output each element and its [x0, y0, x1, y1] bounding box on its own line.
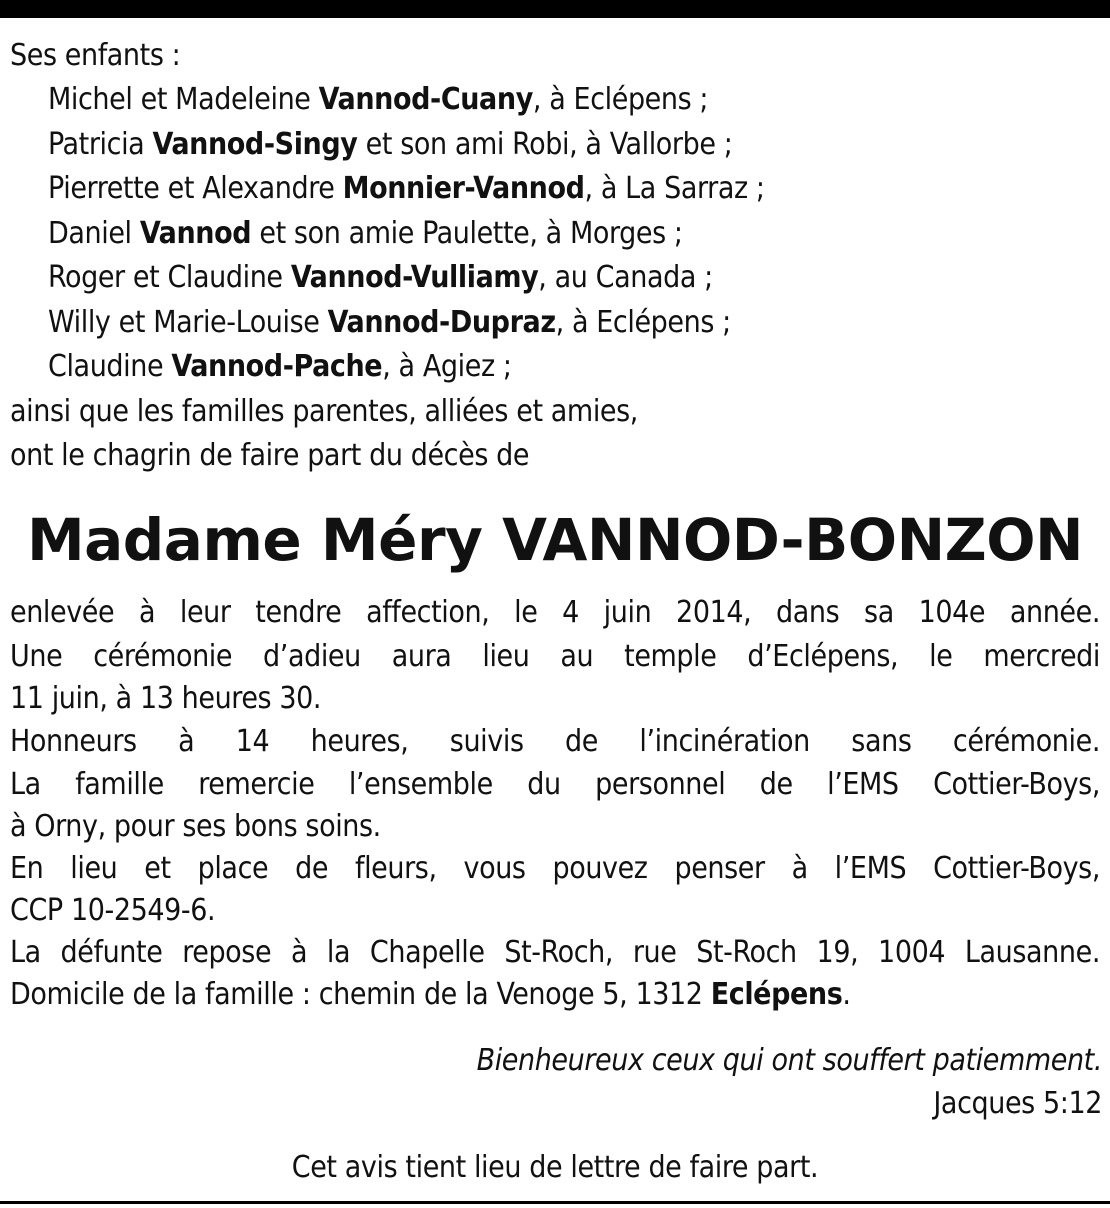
bible-reference: Jacques 5:12: [933, 1086, 1102, 1121]
body-line: 11 juin, à 13 heures 30.: [10, 681, 322, 716]
body-line: enlevée à leur tendre affection, le 4 juin 2014, dans sa 104e année.: [10, 595, 1100, 630]
body-line: CCP 10-2549-6.: [10, 893, 216, 928]
bible-quote: Bienheureux ceux qui ont souffert patiemment.: [476, 1043, 1102, 1078]
intro-line: Ses enfants :: [10, 38, 181, 73]
closing-line: ainsi que les familles parentes, alliées et amies,: [10, 394, 638, 429]
domicile-line: Domicile de la famille : chemin de la Venoge 5, 1312 Eclépens.: [10, 977, 851, 1012]
body-line: La famille remercie l’ensemble du personnel de l’EMS Cottier-Boys,: [10, 767, 1100, 802]
family-name: Vannod-Singy: [152, 127, 358, 162]
top-rule: [0, 0, 1110, 18]
family-name: Monnier-Vannod: [342, 171, 585, 206]
body-line: En lieu et place de fleurs, vous pouvez penser à l’EMS Cottier-Boys,: [10, 851, 1100, 886]
body-line: Honneurs à 14 heures, suivis de l’incinération sans cérémonie.: [10, 724, 1100, 759]
domicile-place: Eclépens: [710, 977, 843, 1012]
family-line: Willy et Marie-Louise Vannod-Dupraz, à Eclépens ;: [48, 305, 731, 340]
family-name: Vannod-Pache: [171, 349, 383, 384]
family-name: Vannod: [139, 216, 252, 251]
body-line: à Orny, pour ses bons soins.: [10, 809, 381, 844]
family-name: Vannod-Cuany: [318, 82, 533, 117]
family-line: Patricia Vannod-Singy et son ami Robi, à Vallorbe ;: [48, 127, 733, 162]
body-line: La défunte repose à la Chapelle St-Roch, rue St-Roch 19, 1004 Lausanne.: [10, 935, 1100, 970]
bottom-rule: [0, 1201, 1110, 1204]
family-name: Vannod-Vulliamy: [290, 260, 539, 295]
family-line: Roger et Claudine Vannod-Vulliamy, au Canada ;: [48, 260, 713, 295]
family-line: Michel et Madeleine Vannod-Cuany, à Eclépens ;: [48, 82, 709, 117]
family-line: Claudine Vannod-Pache, à Agiez ;: [48, 349, 512, 384]
family-name: Vannod-Dupraz: [327, 305, 556, 340]
family-line: Pierrette et Alexandre Monnier-Vannod, à La Sarraz ;: [48, 171, 765, 206]
footer-note: Cet avis tient lieu de lettre de faire part.: [291, 1150, 819, 1185]
body-line: Une cérémonie d’adieu aura lieu au temple d’Eclépens, le mercredi: [10, 639, 1100, 674]
deceased-name: Madame Méry VANNOD-BONZON: [26, 506, 1084, 574]
closing-line: ont le chagrin de faire part du décès de: [10, 438, 530, 473]
family-line: Daniel Vannod et son amie Paulette, à Morges ;: [48, 216, 683, 251]
